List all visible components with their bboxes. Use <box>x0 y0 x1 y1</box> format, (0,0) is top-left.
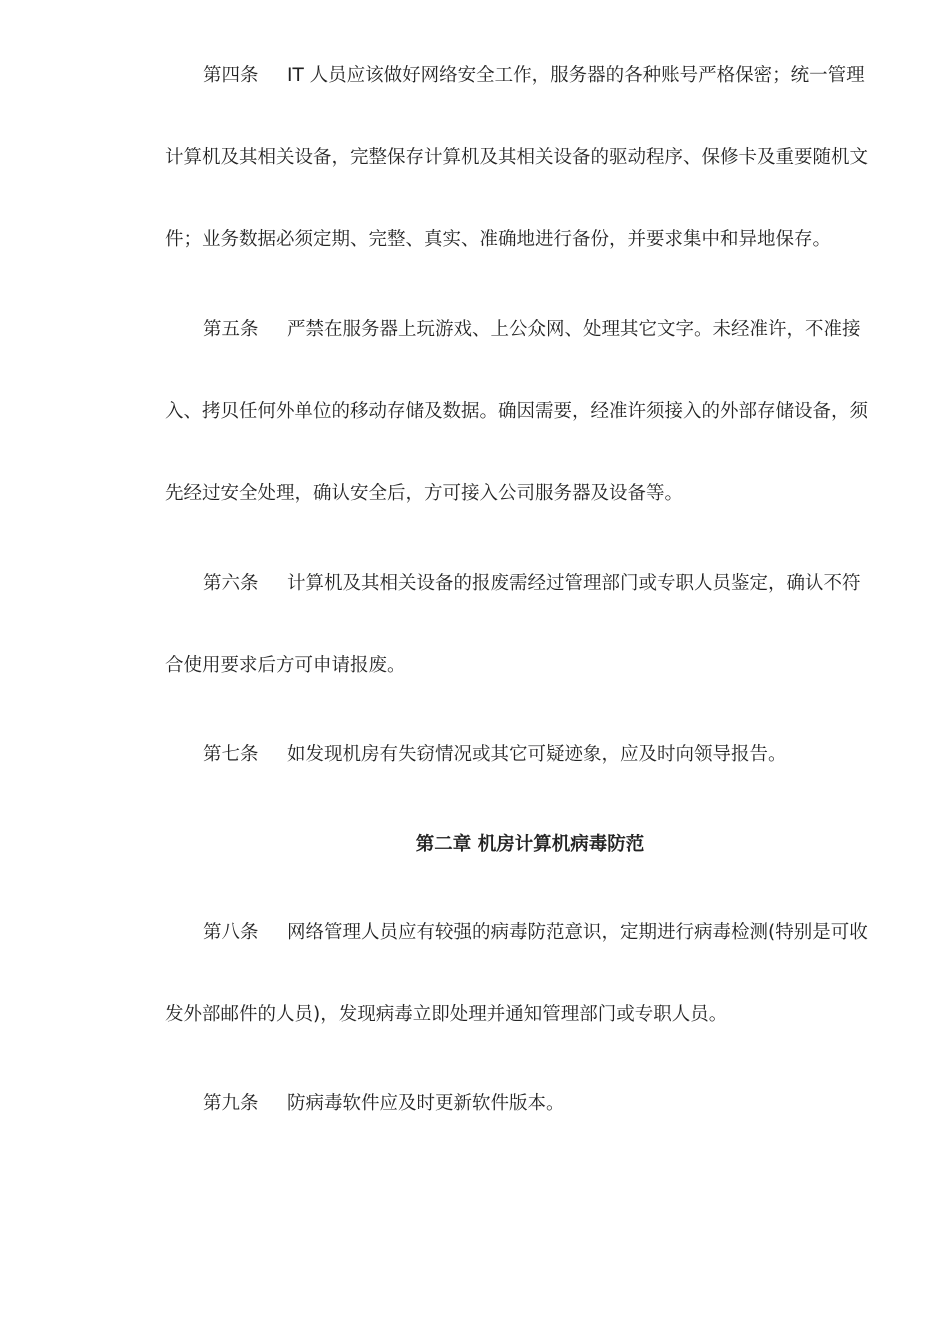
article-9-text-1: 防病毒软件应及时更新软件版本。 <box>287 1093 565 1114</box>
article-6-label: 第六条 <box>203 573 259 594</box>
article-8-line-2: 发外部邮件的人员)，发现病毒立即处理并通知管理部门或专职人员。 <box>165 1004 728 1025</box>
article-4-line-3: 件；业务数据必须定期、完整、真实、准确地进行备份，并要求集中和异地保存。 <box>165 229 832 250</box>
article-4-line-2: 计算机及其相关设备，完整保存计算机及其相关设备的驱动程序、保修卡及重要随机文 <box>165 147 869 168</box>
article-5-text-1: 严禁在服务器上玩游戏、上公众网、处理其它文字。未经准许，不准接 <box>287 319 861 340</box>
article-4-line-1 <box>203 64 895 88</box>
article-7-line-1 <box>203 743 895 767</box>
article-7-text-1: 如发现机房有失窃情况或其它可疑迹象，应及时向领导报告。 <box>287 744 787 765</box>
article-8-text-1: 网络管理人员应有较强的病毒防范意识，定期进行病毒检测(特别是可收 <box>287 922 868 943</box>
article-8-line-1 <box>203 921 895 945</box>
article-9-line-1 <box>203 1092 895 1116</box>
article-8-label: 第八条 <box>203 922 259 943</box>
article-5-line-3: 先经过安全处理，确认安全后，方可接入公司服务器及设备等。 <box>165 483 684 504</box>
article-7-label: 第七条 <box>203 744 259 765</box>
article-4-label: 第四条 <box>203 65 259 86</box>
article-6-line-2: 合使用要求后方可申请报废。 <box>165 655 406 676</box>
article-9-label: 第九条 <box>203 1093 259 1114</box>
article-4-text-1: IT 人员应该做好网络安全工作，服务器的各种账号严格保密；统一管理 <box>287 65 865 86</box>
article-6-line-1 <box>203 572 895 596</box>
article-5-label: 第五条 <box>203 319 259 340</box>
article-5-line-2: 入、拷贝任何外单位的移动存储及数据。确因需要，经准许须接入的外部存储设备，须 <box>165 401 869 422</box>
article-5-line-1 <box>203 318 895 342</box>
article-6-text-1: 计算机及其相关设备的报废需经过管理部门或专职人员鉴定，确认不符 <box>287 573 861 594</box>
chapter-2-title: 第二章 机房计算机病毒防范 <box>415 834 645 855</box>
